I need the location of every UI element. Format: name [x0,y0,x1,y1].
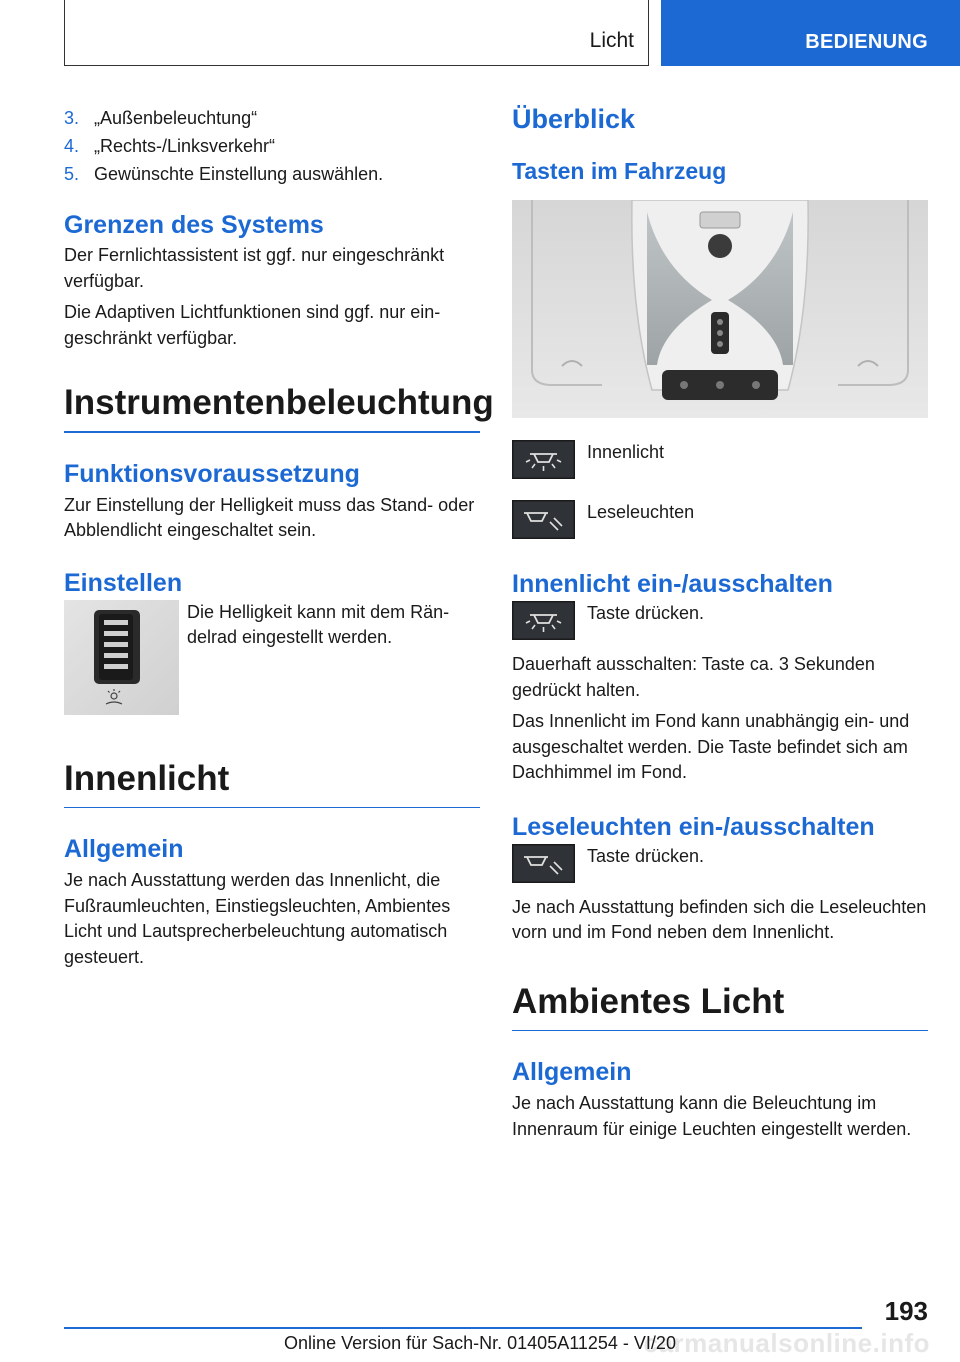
left-column [64,104,494,970]
step-number: 4. [64,136,80,156]
heading-rule [512,1030,928,1032]
interior-light-icon [512,440,575,479]
reading-light-label: Leseleuchten [587,502,695,522]
list-item [64,132,480,160]
ambient-general-paragraph: Je nach Ausstattung kann die Beleuchtung im Innenraum für einige Leuchten eingestellt werden. [512,1093,912,1139]
watermark: carmanualsonline.info [643,1328,930,1358]
adjust-block [64,600,480,715]
step-list [64,104,480,188]
limits-heading: Grenzen des Systems [64,211,324,239]
limits-paragraph-2: Die Adaptiven Lichtfunktionen sind ggf. nur eingeschränkt verfügbar. [64,302,441,348]
step-text: „Rechts-/Linksverkehr“ [94,136,276,156]
buttons-heading: Tasten im Fahrzeug [512,158,727,184]
reading-light-icon [512,500,575,539]
interior-switch-heading: Innenlicht ein-/ausschalten [512,570,833,598]
footer-online-version[interactable]: Online Version für Sach-Nr. 01405A11254 - VI/20 [284,1333,676,1353]
icon-row-interior [512,440,928,479]
reading-light-icon [512,844,575,883]
list-item [64,104,480,132]
interior-paragraph-2: Das Innenlicht im Fond kann unabhängig ein- und ausgeschaltet werden. Die Taste befindet sich am Dachhimmel im Fond. [512,711,910,782]
press-button-text: Taste drücken. [587,603,705,623]
limits-paragraph-1: Der Fernlichtassistent ist ggf. nur eingeschränkt verfügbar. [64,245,445,291]
header-chapter-tab [661,0,960,66]
general-heading: Allgemein [64,835,184,863]
interior-light-icon [512,601,575,640]
adjust-heading: Einstellen [64,568,183,597]
list-item [64,160,480,188]
icon-row-reading [512,500,928,539]
function-requirement-paragraph: Zur Einstellung der Helligkeit muss das Stand- oder Abblendlicht eingeschaltet sein. [64,494,475,540]
header-section-box [64,0,649,66]
interior-paragraph-1: Dauerhaft ausschalten: Taste ca. 3 Sekunden gedrückt halten. [512,654,875,700]
heading-rule [64,431,480,433]
thumbwheel-image [64,600,179,715]
interior-light-label: Innenlicht [587,442,665,462]
step-text: Gewünschte Einstellung auswählen. [94,164,384,184]
interior-switch-row [512,601,928,640]
reading-switch-heading: Leseleuchten ein-/ausschalten [512,812,875,841]
adjust-paragraph: Die Helligkeit kann mit dem Rändelrad eingestellt werden. [187,601,450,647]
page-number: 193 [884,1296,928,1326]
roof-console-image [512,200,928,418]
overview-heading: Überblick [512,104,636,134]
reading-switch-row [512,844,928,883]
step-number: 3. [64,108,80,128]
heading-rule [64,807,480,809]
general-paragraph: Je nach Ausstattung werden das Innenlicht, die Fußraumleuchten, Einstiegsleuchten, Ambientes Licht und Lautsprecherbeleuchtung automatisch gesteuert. [64,870,451,967]
header-section-title: Licht [589,29,634,52]
reading-paragraph: Je nach Ausstattung befinden sich die Leseleuchten vorn und im Fond neben dem Innenlicht. [512,896,927,942]
right-column [512,104,928,1142]
ambient-general-heading: Allgemein [512,1058,632,1086]
header-chapter-title: BEDIENUNG [805,31,928,53]
step-text: „Außenbeleuchtung“ [94,108,258,128]
ambient-light-heading: Ambientes Licht [512,981,785,1021]
press-button-text: Taste drücken. [587,845,705,866]
interior-light-heading: Innenlicht [64,758,230,798]
function-requirement-heading: Funktionsvoraussetzung [64,459,360,488]
instrument-lighting-heading: Instrumentenbeleuchtung [64,383,494,422]
step-number: 5. [64,164,80,184]
